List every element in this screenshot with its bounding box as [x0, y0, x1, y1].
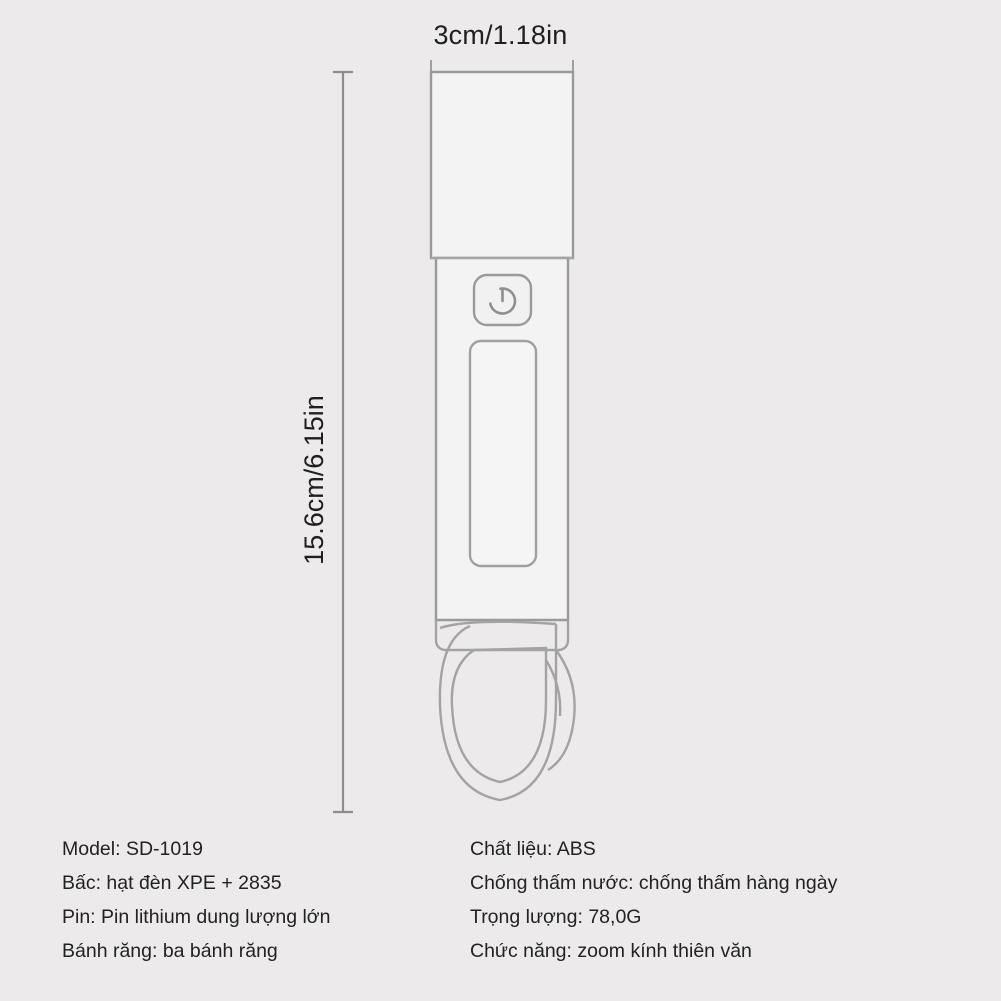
width-dimension-text: 3cm/1.18in [433, 20, 568, 50]
grip-panel [470, 341, 536, 566]
spec-column-right [470, 832, 1001, 968]
specification-table [0, 832, 1001, 968]
spec-item: Trọng lượng: 78,0G [470, 906, 642, 928]
carabiner-clip [436, 620, 575, 800]
spec-item: Chống thấm nước: chống thấm hàng ngày [470, 872, 838, 894]
spec-item: Bấc: hạt đèn XPE + 2835 [62, 872, 282, 894]
power-button[interactable] [474, 275, 531, 325]
height-dimension-line [333, 72, 353, 812]
height-dimension-text: 15.6cm/6.15in [299, 395, 329, 565]
spec-item: Pin: Pin lithium dung lượng lớn [62, 906, 331, 928]
spec-item: Chất liệu: ABS [470, 838, 596, 860]
spec-item: Chức năng: zoom kính thiên văn [470, 940, 752, 962]
spec-item: Bánh răng: ba bánh răng [62, 940, 278, 962]
spec-column-left [0, 832, 470, 968]
spec-item: Model: SD-1019 [62, 838, 203, 860]
